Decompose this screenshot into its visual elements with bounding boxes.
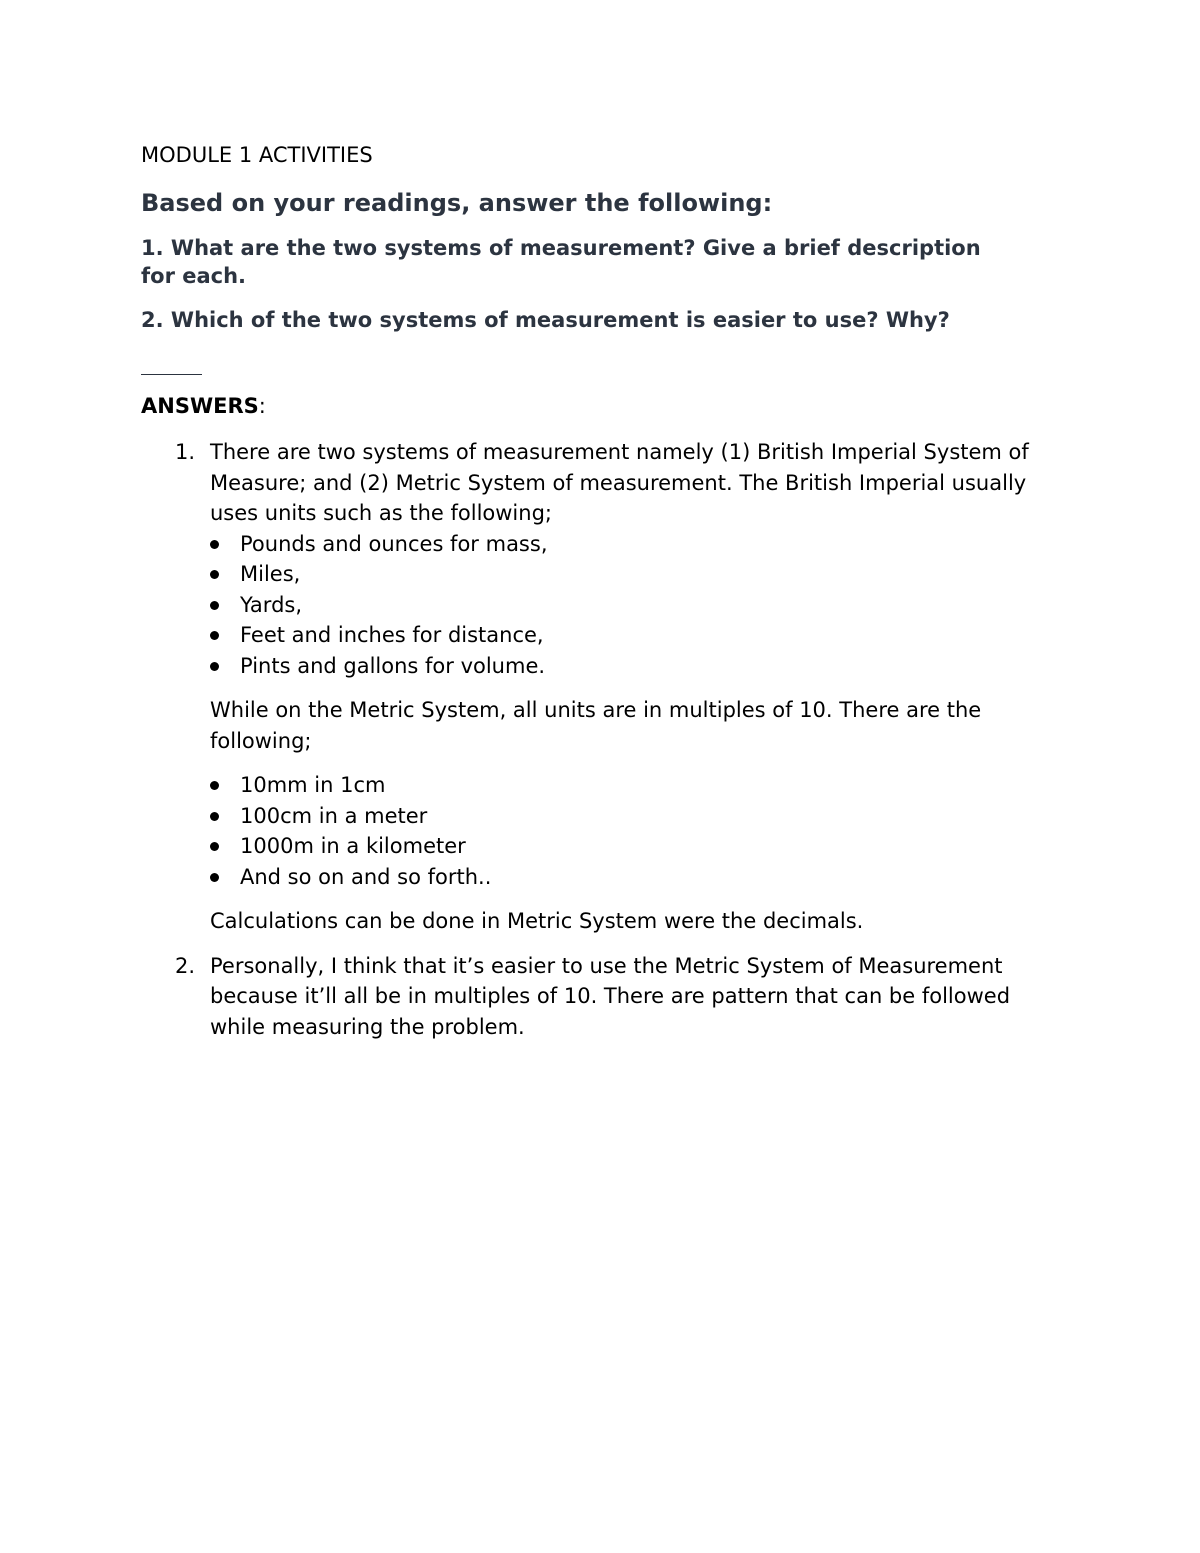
- list-item-text: Yards,: [240, 592, 303, 617]
- answer-number: 1.: [175, 440, 196, 464]
- list-item: [170, 770, 990, 801]
- separator-line: [141, 374, 202, 375]
- list-item: [170, 831, 990, 862]
- answers-heading-label: ANSWERS: [141, 394, 259, 418]
- bullet-icon: [210, 781, 219, 790]
- instruction-heading: Based on your readings, answer the following:: [141, 189, 773, 217]
- answers-heading-colon: :: [258, 394, 266, 418]
- bullet-icon: [210, 662, 219, 671]
- bullet-icon: [210, 873, 219, 882]
- metric-conclusion: Calculations can be done in Metric System were the decimals.: [210, 909, 864, 933]
- answer-item-1: [141, 437, 1041, 937]
- list-item: [170, 801, 990, 832]
- list-item: [170, 862, 990, 893]
- list-item-text: And so on and so forth..: [240, 864, 492, 889]
- list-item: [170, 651, 990, 682]
- bullet-icon: [210, 601, 219, 610]
- bullet-icon: [210, 570, 219, 579]
- list-item-text: Pints and gallons for volume.: [240, 653, 546, 678]
- list-item: [170, 559, 990, 590]
- list-item: [170, 590, 990, 621]
- answer-number: 2.: [175, 953, 196, 978]
- bullet-icon: [210, 540, 219, 549]
- list-item: [170, 620, 990, 651]
- metric-intro: While on the Metric System, all units are in multiples of 10. There are the following;: [210, 698, 982, 753]
- document-page: [141, 140, 1041, 1042]
- question-2: 2. Which of the two systems of measurement is easier to use? Why?: [141, 308, 950, 332]
- answer-1-intro: There are two systems of measurement namely (1) British Imperial System of Measure; and (2) Metric System of measurement. The British Imperial usually uses units such as the following;: [210, 440, 1029, 525]
- metric-units-list: [210, 770, 1030, 892]
- list-item-text: 1000m in a kilometer: [240, 834, 466, 858]
- list-item-text: 10mm in 1cm: [240, 773, 386, 797]
- answer-2-text: Personally, I think that it’s easier to use the Metric System of Measurement because it’ll all be in multiples of 10. There are pattern that can be followed while measuring the problem.: [210, 953, 1011, 1039]
- question-1: 1. What are the two systems of measurement? Give a brief description for each.: [141, 236, 981, 288]
- list-item: [170, 529, 990, 560]
- bullet-icon: [210, 631, 219, 640]
- imperial-units-list: [210, 529, 1030, 682]
- answers-list: [141, 437, 1041, 1042]
- bullet-icon: [210, 842, 219, 851]
- answers-heading: [141, 391, 1041, 421]
- module-title: MODULE 1 ACTIVITIES: [141, 143, 373, 167]
- list-item-text: Feet and inches for distance,: [240, 623, 544, 647]
- list-item-text: Miles,: [240, 562, 301, 586]
- bullet-icon: [210, 812, 219, 821]
- answer-item-2: [141, 951, 1041, 1043]
- list-item-text: 100cm in a meter: [240, 803, 428, 828]
- list-item-text: Pounds and ounces for mass,: [240, 531, 548, 556]
